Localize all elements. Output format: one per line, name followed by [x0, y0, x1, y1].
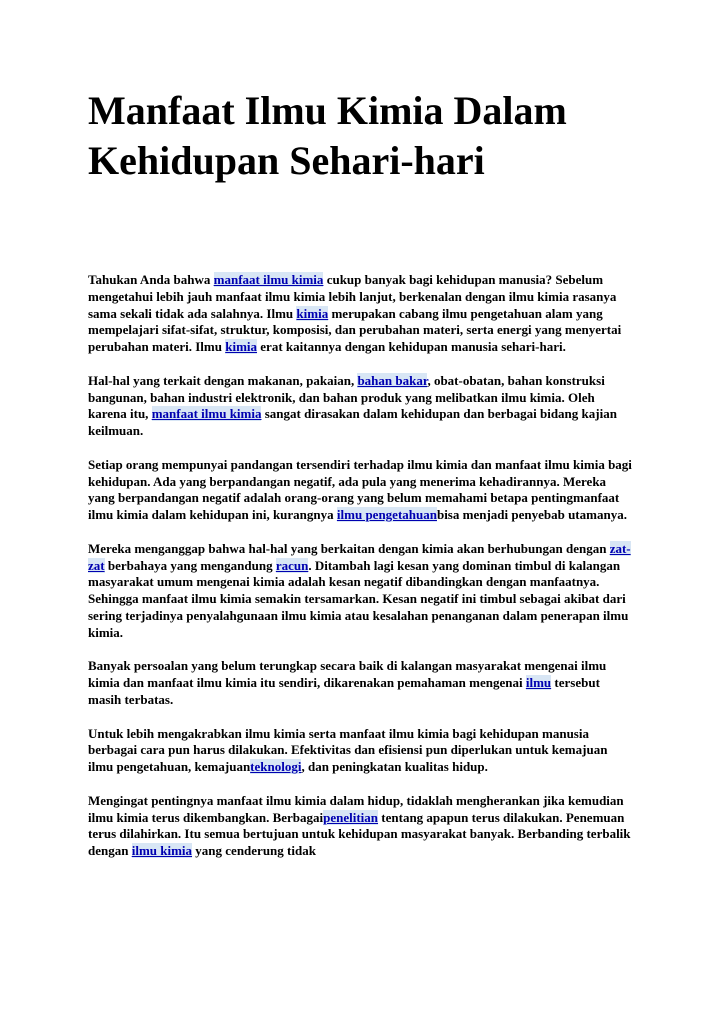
inline-link[interactable]: kimia [296, 305, 329, 321]
inline-link[interactable]: racun [275, 557, 309, 573]
inline-link[interactable]: bahan bakar [357, 372, 428, 388]
inline-link[interactable]: penelitian [323, 809, 379, 825]
inline-link[interactable]: kimia [225, 339, 258, 355]
body-paragraph [88, 541, 633, 642]
paragraph-text: cukup banyak bagi kehidupan manusia? Sebelum mengetahui lebih jauh manfaat ilmu kimia lebih lanjut, berkenalan dengan ilmu kimia rasanya sama sekali tidak ada salahnya. Ilmu [88, 272, 617, 321]
paragraph-text: , dan peningkatan kualitas hidup. [301, 759, 488, 775]
paragraph-text: , obat-obatan, bahan konstruksi bangunan, bahan industri elektronik, dan bahan produk yang melibatkan ilmu kimia. Oleh karena itu, [88, 372, 605, 422]
paragraph-text: Tahukan Anda bahwa [88, 272, 214, 287]
paragraph-text: tentang apapun terus dilakukan. Penemuan terus dilahirkan. Itu semua bertujuan untuk kehidupan masyarakat banyak. Berbanding terbalik dengan [88, 809, 631, 859]
paragraph-text: merupakan cabang ilmu pengetahuan alam yang mempelajari sifat-sifat, struktur, komposisi, dan perubahan materi, serta energi yang menyertai perubahan materi. Ilmu [88, 305, 622, 355]
body-paragraph [88, 272, 633, 356]
paragraph-text: Banyak persoalan yang belum terungkap secara baik di kalangan masyarakat mengenai ilmu kimia dan manfaat ilmu kimia itu sendiri, dikarenakan pemahaman mengenai [88, 658, 607, 691]
body-paragraph [88, 373, 633, 440]
paragraph-text: erat kaitannya dengan kehidupan manusia sehari-hari. [257, 339, 566, 355]
paragraph-text: yang cenderung tidak [192, 843, 316, 859]
inline-link[interactable]: manfaat ilmu kimia [151, 406, 262, 422]
paragraph-text: bisa menjadi penyebab utamanya. [436, 507, 627, 523]
paragraph-text: tersebut masih terbatas. [88, 675, 600, 707]
body-paragraph [88, 726, 633, 776]
inline-link[interactable]: zat-zat [88, 540, 631, 573]
paragraph-text: Mereka menganggap bahwa hal-hal yang berkaitan dengan kimia akan berhubungan dengan [88, 540, 610, 556]
body-paragraph [88, 457, 633, 524]
inline-link[interactable]: manfaat ilmu kimia [213, 272, 324, 287]
inline-link[interactable]: ilmu kimia [131, 843, 193, 859]
body-paragraph [88, 658, 633, 708]
paragraph-text: Hal-hal yang terkait dengan makanan, pakaian, [88, 372, 358, 388]
inline-link[interactable]: ilmu pengetahuan [336, 507, 437, 523]
article-title: Manfaat Ilmu Kimia Dalam Kehidupan Sehari-hari [88, 88, 567, 183]
inline-link[interactable]: ilmu [525, 675, 552, 691]
article-body [88, 272, 633, 877]
paragraph-text: sangat dirasakan dalam kehidupan dan berbagai bidang kajian keilmuan. [88, 406, 617, 439]
paragraph-text: . Ditambah lagi kesan yang dominan timbul di kalangan masyarakat umum mengenai kimia adalah kesan negatif dibandingkan dengan manfaatnya. Sehingga manfaat ilmu kimia semakin tersamarkan. Kesan negatif ini timbul sebagai akibat dari sering terjadinya penyalahgunaan ilmu kimia atau kesalahan penanganan dalam penerapan ilmu kimia. [88, 557, 629, 640]
body-paragraph [88, 793, 633, 860]
paragraph-text: berbahaya yang mengandung [104, 557, 276, 573]
paragraph-text: Mengingat pentingnya manfaat ilmu kimia dalam hidup, tidaklah mengherankan jika kemudian ilmu kimia terus dikembangkan. Berbagai [88, 792, 624, 825]
paragraph-text: Untuk lebih mengakrabkan ilmu kimia serta manfaat ilmu kimia bagi kehidupan manusia berbagai cara pun harus dilakukan. Efektivitas dan efisiensi pun diperlukan untuk kemajuan ilmu pengetahuan, kemajuan [88, 725, 608, 775]
paragraph-text: Setiap orang mempunyai pandangan tersendiri terhadap ilmu kimia dan manfaat ilmu kimia bagi kehidupan. Ada yang berpandangan negatif, ada pula yang menerima kehadirannya. Mereka yang berpandangan negatif adalah orang-orang yang belum memahami betapa pentingmanfaat ilmu kimia dalam kehidupan ini, kurangnya [88, 456, 632, 523]
inline-link[interactable]: teknologi [250, 759, 302, 775]
